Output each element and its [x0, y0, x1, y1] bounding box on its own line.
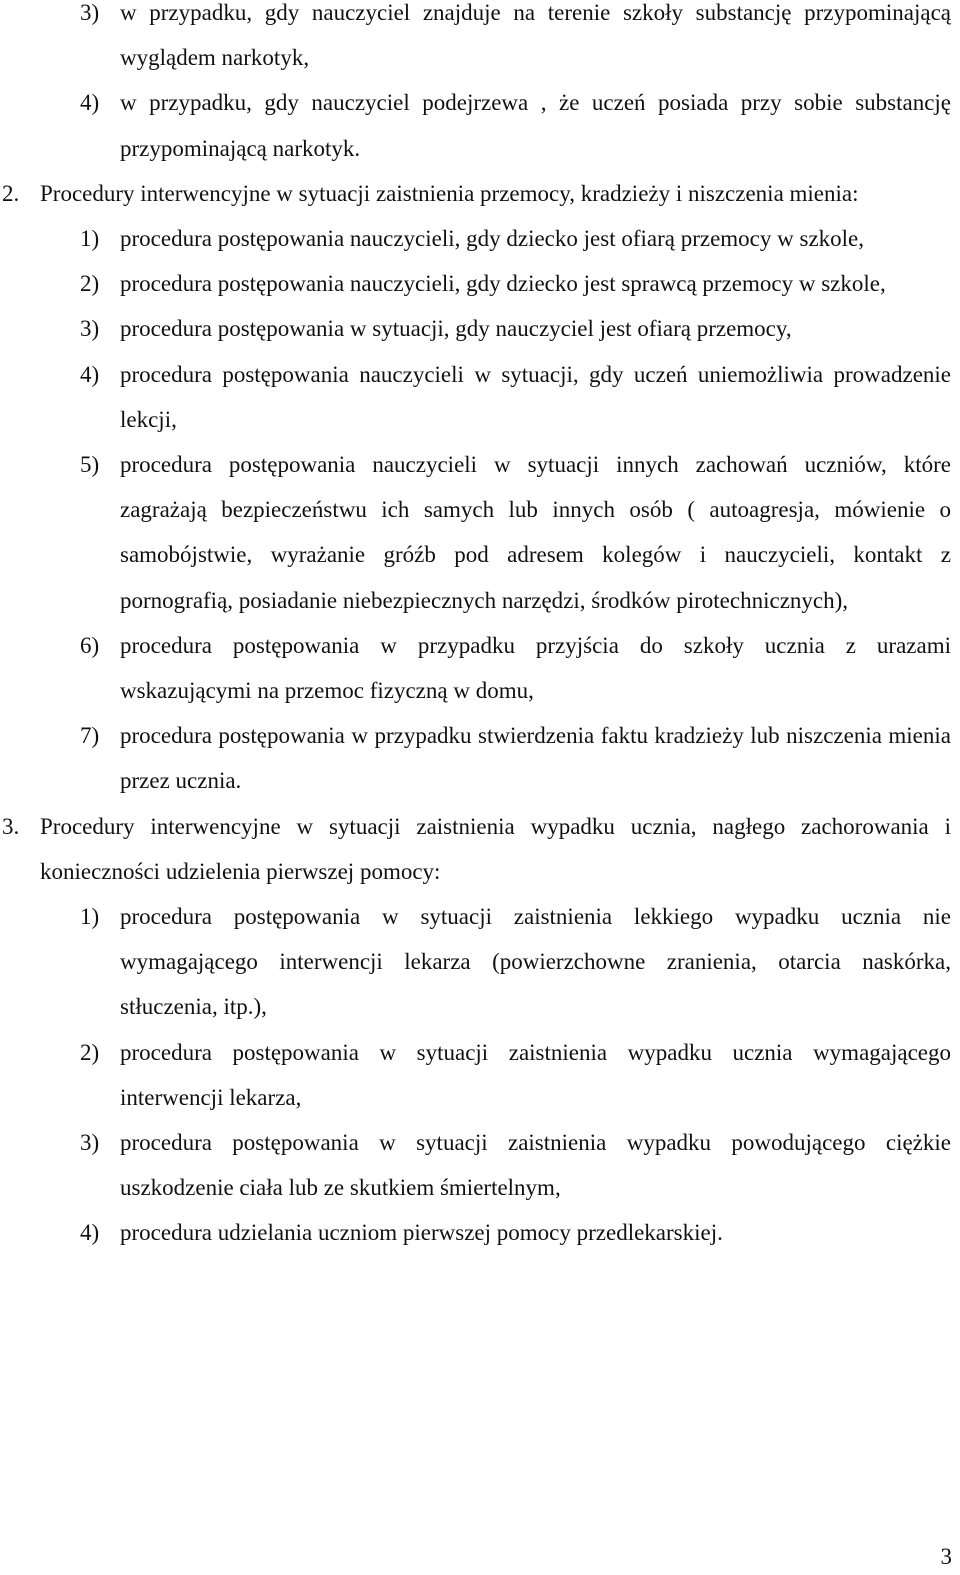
- list-item-text: procedura postępowania w przypadku przyjścia do szkoły ucznia z urazami wskazującymi na przemoc fizyczną w domu,: [120, 632, 951, 704]
- list-item-text: w przypadku, gdy nauczyciel znajduje na terenie szkoły substancję przypominającą wyglądem narkotyk,: [120, 0, 951, 71]
- section-text: Procedury interwencyjne w sytuacji zaistnienia przemocy, kradzieży i niszczenia mienia:: [40, 180, 859, 206]
- list-item-text: procedura postępowania w sytuacji, gdy nauczyciel jest ofiarą przemocy,: [120, 316, 792, 342]
- section-2: [0, 171, 960, 804]
- list-item-number: 4): [80, 1220, 100, 1246]
- page-number: 3: [940, 1544, 952, 1569]
- list-item-number: 3): [80, 1130, 100, 1156]
- list-item-text: procedura postępowania w sytuacji zaistnienia lekkiego wypadku ucznia nie wymagającego interwencji lekarza (powierzchowne zranienia, otarcia naskórka, stłuczenia, itp.),: [120, 904, 951, 1020]
- list-item: [0, 352, 960, 442]
- section-text: Procedury interwencyjne w sytuacji zaistnienia wypadku ucznia, nagłego zachorowania i konieczności udzielenia pierwszej pomocy:: [40, 813, 951, 884]
- list-item-number: 2): [80, 271, 100, 297]
- list-item-text: procedura udzielania uczniom pierwszej pomocy przedlekarskiej.: [120, 1220, 723, 1246]
- list-item-number: 3): [80, 0, 100, 25]
- list-item-number: 1): [80, 226, 100, 252]
- list-item: [0, 1210, 960, 1255]
- list-item-number: 4): [80, 90, 100, 116]
- list-item: [0, 216, 960, 261]
- list-item: [0, 894, 960, 1030]
- list-item-number: 5): [80, 452, 100, 478]
- list-item-number: 4): [80, 361, 100, 387]
- list-item-number: 2): [80, 1039, 100, 1065]
- list-item: [0, 713, 960, 803]
- list-item: [0, 306, 960, 351]
- list-item: [0, 1120, 960, 1210]
- list-item-text: procedura postępowania w sytuacji zaistnienia wypadku ucznia wymagającego interwencji lekarza,: [120, 1039, 951, 1110]
- list-item: [0, 442, 960, 623]
- list-item-number: 7): [80, 723, 100, 749]
- section-heading: [0, 804, 960, 894]
- list-item-text: procedura postępowania nauczycieli w sytuacji innych zachowań uczniów, które zagrażają bezpieczeństwu ich samych lub innych osób ( autoagresja, mówienie o samobójstwie, wyrażanie gróźb pod adresem kolegów i nauczycieli, kontakt z pornografią, posiadanie niebezpiecznych narzędzi, środków pirotechnicznych),: [120, 452, 951, 613]
- list-item-text: procedura postępowania nauczycieli w sytuacji, gdy uczeń uniemożliwia prowadzenie lekcji,: [120, 361, 951, 432]
- list-item-text: procedura postępowania w przypadku stwierdzenia faktu kradzieży lub niszczenia mienia przez ucznia.: [120, 723, 951, 794]
- section-number: 3.: [2, 813, 20, 839]
- list-item-text: procedura postępowania nauczycieli, gdy dziecko jest sprawcą przemocy w szkole,: [120, 271, 886, 297]
- list-item-number: 3): [80, 316, 100, 342]
- top-list: [0, 0, 960, 171]
- list-item-number: 6): [80, 632, 100, 658]
- list-item: [0, 623, 960, 713]
- list-item-number: 1): [80, 904, 100, 930]
- list-item: [0, 1030, 960, 1120]
- section-3: [0, 804, 960, 1256]
- list-item: [0, 261, 960, 306]
- list-item-text: w przypadku, gdy nauczyciel podejrzewa , że uczeń posiada przy sobie substancję przypominającą narkotyk.: [120, 90, 951, 161]
- section-number: 2.: [2, 180, 20, 206]
- list-item-text: procedura postępowania w sytuacji zaistnienia wypadku powodującego ciężkie uszkodzenie ciała lub ze skutkiem śmiertelnym,: [120, 1130, 951, 1201]
- list-item: [0, 0, 960, 80]
- list-item-text: procedura postępowania nauczycieli, gdy dziecko jest ofiarą przemocy w szkole,: [120, 226, 864, 252]
- list-item: [0, 80, 960, 170]
- section-heading: [0, 171, 960, 216]
